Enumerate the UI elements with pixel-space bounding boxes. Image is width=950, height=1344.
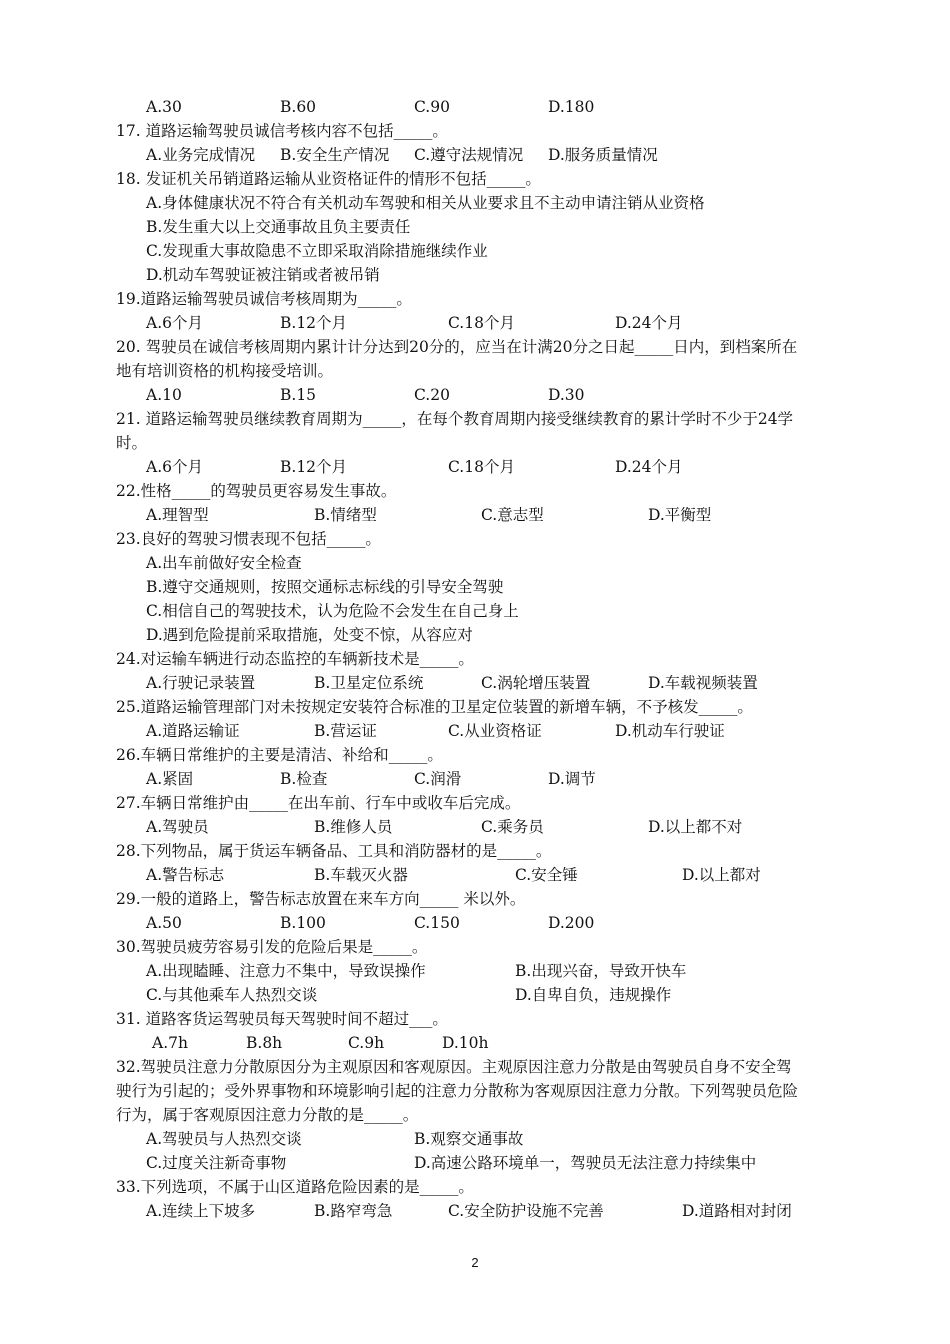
option-d: D.24个月	[615, 458, 683, 476]
option-b: B.情绪型	[314, 506, 377, 524]
option-b: B.安全生产情况	[280, 146, 390, 164]
option-d: D.服务质量情况	[548, 146, 658, 164]
option-b: B.卫星定位系统	[314, 674, 424, 692]
option-c: C.9h	[348, 1034, 385, 1052]
option-c: C.安全防护设施不完善	[448, 1202, 604, 1220]
option-a: A.紧固	[146, 770, 194, 788]
option-18c: C.发现重大事故隐患不立即采取消除措施继续作业	[146, 242, 488, 260]
question-23: 23.良好的驾驶习惯表现不包括_____。	[116, 530, 381, 548]
option-d: D.200	[548, 914, 595, 932]
option-b: B.12个月	[280, 314, 348, 332]
option-c: C.20	[414, 386, 450, 404]
option-23b: B.遵守交通规则，按照交通标志标线的引导安全驾驶	[146, 578, 504, 596]
question-18: 18. 发证机关吊销道路运输从业资格证件的情形不包括_____。	[116, 170, 541, 188]
option-a: A.10	[146, 386, 182, 404]
option-a: A.警告标志	[146, 866, 225, 884]
option-d: D.车载视频装置	[648, 674, 758, 692]
option-a: A.业务完成情况	[146, 146, 256, 164]
question-24: 24.对运输车辆进行动态监控的车辆新技术是_____。	[116, 650, 474, 668]
option-18a: A.身体健康状况不符合有关机动车驾驶和相关从业要求且不主动申请注销从业资格	[146, 194, 705, 212]
option-a: A.30	[146, 98, 182, 116]
option-c: C.涡轮增压装置	[481, 674, 591, 692]
option-a: A.道路运输证	[146, 722, 240, 740]
option-a: A.行驶记录装置	[146, 674, 256, 692]
option-b: B.维修人员	[314, 818, 393, 836]
option-d: D.高速公路环境单一，驾驶员无法注意力持续集中	[414, 1154, 757, 1172]
option-a: A.连续上下坡多	[146, 1202, 256, 1220]
option-b: B.8h	[246, 1034, 283, 1052]
question-32-cont2: 行为，属于客观原因注意力分散的是_____。	[116, 1106, 419, 1124]
option-b: B.路窄弯急	[314, 1202, 393, 1220]
option-b: B.营运证	[314, 722, 377, 740]
option-d: D.180	[548, 98, 595, 116]
option-d: D.道路相对封闭	[682, 1202, 792, 1220]
option-c: C.18个月	[448, 458, 515, 476]
question-26: 26.车辆日常维护的主要是清洁、补给和_____。	[116, 746, 443, 764]
option-a: A.出现瞌睡、注意力不集中，导致误操作	[146, 962, 426, 980]
option-b: B.100	[280, 914, 326, 932]
question-22: 22.性格_____的驾驶员更容易发生事故。	[116, 482, 397, 500]
option-c: C.与其他乘车人热烈交谈	[146, 986, 318, 1004]
option-c: C.18个月	[448, 314, 515, 332]
option-18b: B.发生重大以上交通事故且负主要责任	[146, 218, 411, 236]
question-33: 33.下列选项，不属于山区道路危险因素的是_____。	[116, 1178, 474, 1196]
option-c: C.150	[414, 914, 460, 932]
option-b: B.出现兴奋，导致开快车	[515, 962, 687, 980]
question-20: 20. 驾驶员在诚信考核周期内累计计分达到20分的，应当在计满20分之日起_____日内，到档案所在	[116, 338, 798, 356]
question-31: 31. 道路客货运驾驶员每天驾驶时间不超过___。	[116, 1010, 448, 1028]
option-d: D.24个月	[615, 314, 683, 332]
question-17: 17. 道路运输驾驶员诚信考核内容不包括_____。	[116, 122, 448, 140]
option-d: D.平衡型	[648, 506, 712, 524]
question-28: 28.下列物品，属于货运车辆备品、工具和消防器材的是_____。	[116, 842, 552, 860]
question-29: 29.一般的道路上，警告标志放置在来车方向_____ 米以外。	[116, 890, 526, 908]
option-d: D.以上都不对	[648, 818, 743, 836]
option-a: A.6个月	[146, 458, 203, 476]
question-25: 25.道路运输管理部门对未按规定安装符合标准的卫星定位装置的新增车辆，不予核发_____。	[116, 698, 753, 716]
question-32-cont1: 驶行为引起的；受外界事物和环境影响引起的注意力分散称为客观原因注意力分散。下列驾驶员危险	[116, 1082, 799, 1100]
option-b: B.12个月	[280, 458, 348, 476]
option-a: A.50	[146, 914, 182, 932]
option-c: C.安全锤	[515, 866, 578, 884]
option-b: B.检查	[280, 770, 328, 788]
option-c: C.乘务员	[481, 818, 544, 836]
option-b: B.车载灭火器	[314, 866, 408, 884]
option-d: D.10h	[442, 1034, 489, 1052]
page-number: 2	[471, 1255, 479, 1270]
option-a: A.理智型	[146, 506, 209, 524]
option-d: D.以上都对	[682, 866, 761, 884]
option-c: C.意志型	[481, 506, 544, 524]
option-23a: A.出车前做好安全检查	[146, 554, 302, 572]
question-27: 27.车辆日常维护由_____在出车前、行车中或收车后完成。	[116, 794, 521, 812]
option-23d: D.遇到危险提前采取措施，处变不惊，从容应对	[146, 626, 473, 644]
option-b: B.观察交通事故	[414, 1130, 524, 1148]
option-a: A.7h	[152, 1034, 188, 1052]
question-32: 32.驾驶员注意力分散原因分为主观原因和客观原因。主观原因注意力分散是由驾驶员自身不安全驾	[116, 1058, 792, 1076]
option-c: C.润滑	[414, 770, 462, 788]
option-d: D.30	[548, 386, 585, 404]
question-21: 21. 道路运输驾驶员继续教育周期为_____，在每个教育周期内接受继续教育的累计学时不少于24学	[116, 410, 794, 428]
question-20-cont: 地有培训资格的机构接受培训。	[116, 362, 334, 380]
option-a: A.驾驶员	[146, 818, 209, 836]
option-a: A.驾驶员与人热烈交谈	[146, 1130, 302, 1148]
option-d: D.调节	[548, 770, 596, 788]
option-c: C.遵守法规情况	[414, 146, 524, 164]
option-b: B.15	[280, 386, 317, 404]
option-23c: C.相信自己的驾驶技术，认为危险不会发生在自己身上	[146, 602, 519, 620]
option-a: A.6个月	[146, 314, 203, 332]
question-19: 19.道路运输驾驶员诚信考核周期为_____。	[116, 290, 412, 308]
option-d: D.机动车行驶证	[615, 722, 725, 740]
option-b: B.60	[280, 98, 317, 116]
option-18d: D.机动车驾驶证被注销或者被吊销	[146, 266, 380, 284]
option-c: C.从业资格证	[448, 722, 542, 740]
option-d: D.自卑自负，违规操作	[515, 986, 672, 1004]
question-21-cont: 时。	[116, 434, 148, 452]
option-c: C.过度关注新奇事物	[146, 1154, 287, 1172]
question-30: 30.驾驶员疲劳容易引发的危险后果是_____。	[116, 938, 428, 956]
option-c: C.90	[414, 98, 450, 116]
